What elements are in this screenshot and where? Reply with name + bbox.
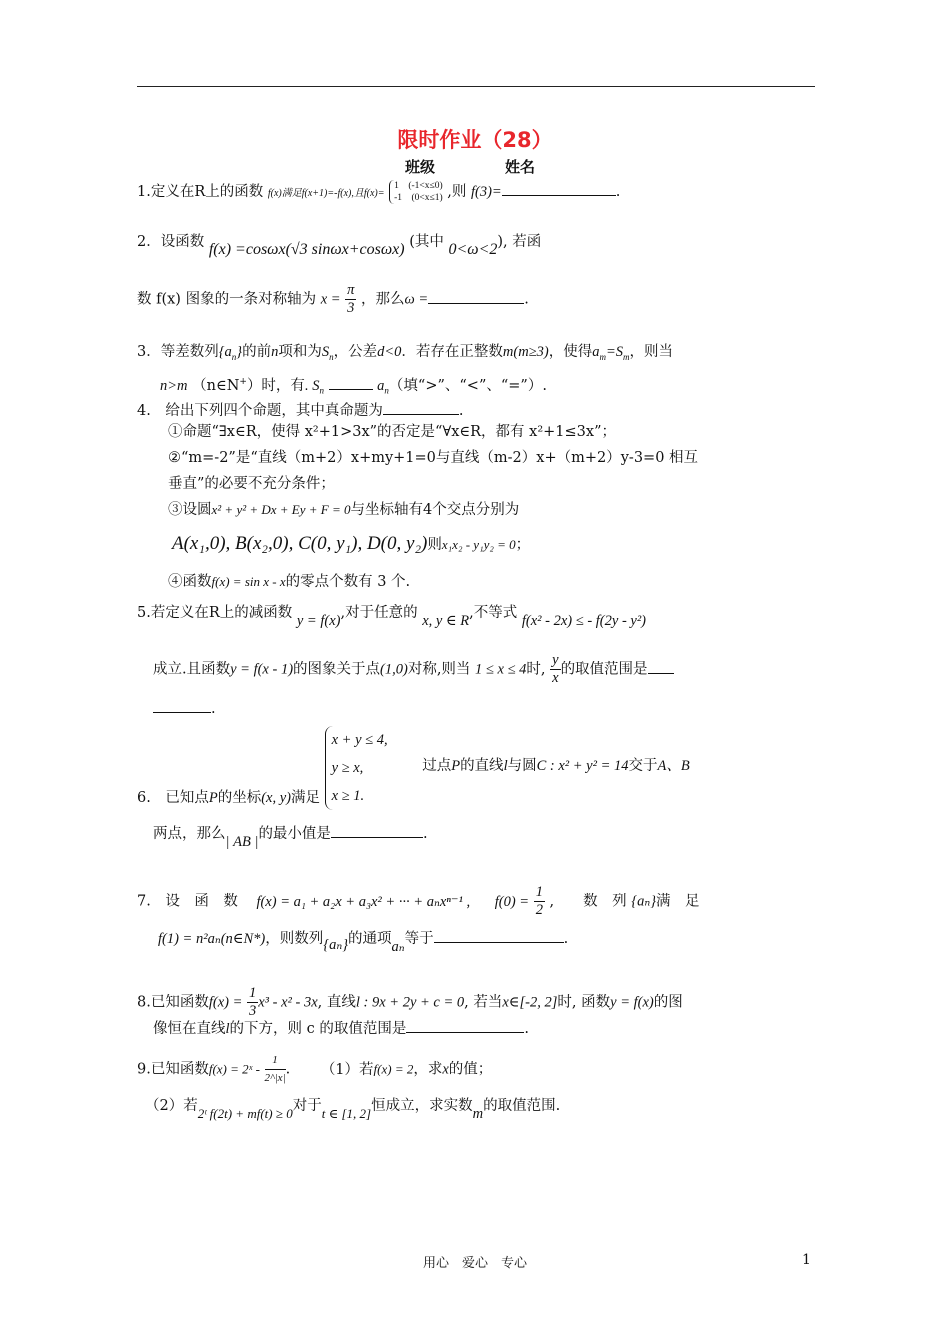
question-5: 5.若定义在R上的减函数 y = f(x),对于任意的 x, y ∈ R,不等式 f(x² - 2x) ≤ - f(2y - y²) bbox=[137, 605, 647, 629]
question-6-line2: 两点，那么| AB |的最小值是 . bbox=[153, 823, 428, 844]
question-2-line2: 数 f(x) 图象的一条对称轴为 x = $\frac{\pi}{3}$ ，那么ω = . bbox=[137, 282, 529, 316]
class-label: 班级 bbox=[405, 158, 436, 176]
question-2: 2．设函数 f(x) =cosωx(√3 sinωx+cosωx) (其中 0<ω<2), 若函 bbox=[137, 234, 542, 258]
proposition-3a: ③设圆x² + y² + Dx + Ey + F = 0与坐标轴有4个交点分别为 bbox=[168, 502, 520, 518]
proposition-1: ①命题“∃x∈R，使得 x²+1>3x”的否定是“∀x∈R，都有 x²+1≤3x”； bbox=[168, 424, 616, 440]
question-8-line2: 像恒在直线l的下方，则 c 的取值范围是 . bbox=[153, 1018, 529, 1039]
answer-blank[interactable] bbox=[153, 698, 211, 713]
one-half: $\frac{1}{2}$ bbox=[535, 884, 543, 918]
question-3: 3．等差数列$\{a_n\}$的前n项和为$S_n$，公差d<0．若存在正整数m(m≥3)，使得$a_m=S_m$，则当 bbox=[137, 344, 674, 362]
y-over-x: $\frac{y}{x}$ bbox=[552, 652, 559, 686]
proposition-2a: ②“m=-2”是“直线（m+2）x+my+1=0与直线（m-2）x+（m+2）y-3=0 相互 bbox=[168, 450, 699, 466]
question-3-line2: n>m （n∈N+）时，有. $S_n$ $a_n$（填“>”、“<”、“=”）. bbox=[160, 372, 547, 401]
question-6: 6. 已知点P的坐标(x, y)满足 x + y ≤ 4, y ≥ x, x ≥ 1. 过点P的直线l与圆C : x² + y² = 14交于A、B bbox=[137, 726, 690, 810]
page-title: 限时作业（28） bbox=[397, 128, 553, 152]
answer-blank[interactable] bbox=[502, 181, 616, 196]
question-1: 1.定义在R上的函数 f(x)满足f(x+1)=-f(x),且f(x)= 1 (-1<x≤0) -1 (0<x≤1) ,则 f(3)= . bbox=[137, 181, 621, 203]
piecewise-system: 1 (-1<x≤0) -1 (0<x≤1) bbox=[389, 180, 443, 204]
page-number: 1 bbox=[802, 1252, 811, 1268]
question-9-part2: （2）若2ᵗ f(2t) + mf(t) ≥ 0对于t ∈ [1, 2]恒成立，求实数m的取值范围. bbox=[145, 1098, 561, 1122]
question-7-line2: f(1) = n²aₙ(n∈N*)，则数列{aₙ}的通项aₙ等于 . bbox=[158, 928, 568, 949]
answer-blank[interactable] bbox=[331, 823, 423, 838]
question-5-line2: 成立.且函数y = f(x - 1)的图象关于点(1,0)对称,则当 1 ≤ x ≤ 4时, $\frac{y}{x}$ 的取值范围是 bbox=[153, 652, 674, 687]
one-over-2-abs-x: $\frac{1}{2\^{}|x|}$ bbox=[264, 1054, 286, 1084]
answer-blank[interactable] bbox=[329, 375, 373, 390]
question-7: 7. 设 函 数 f(x) = a₁ + a₂x + a₃x² + ··· + aₙxⁿ⁻¹ , f(0) = $\frac{1}{2}$ , 数 列 {aₙ}满 足 bbox=[137, 884, 700, 918]
answer-blank[interactable] bbox=[383, 400, 459, 415]
question-9: 9.已知函数f(x) = 2ˣ - $\frac{1}{2\^{}|x|}$ . （1）若f(x) = 2，求x的值； bbox=[137, 1052, 492, 1087]
pi-over-3: $\frac{\pi}{3}$ bbox=[347, 282, 355, 316]
question-4: 4. 给出下列四个命题，其中真命题为 . bbox=[137, 400, 463, 421]
answer-blank[interactable] bbox=[406, 1018, 524, 1033]
proposition-4: ④函数f(x) = sin x - x的零点个数有 3 个. bbox=[168, 574, 411, 590]
answer-blank[interactable] bbox=[648, 659, 674, 674]
proposition-3b: A(x₁,0), B(x₂,0), C(0, y₁), D(0, y₂)则x₁x₂ - y₁y₂ = 0； bbox=[172, 533, 531, 554]
footer-text: 用心 爱心 专心 bbox=[422, 1256, 527, 1271]
proposition-2b: 垂直”的必要不充分条件； bbox=[168, 476, 335, 492]
class-name-line bbox=[405, 156, 535, 177]
constraint-system: x + y ≤ 4, y ≥ x, x ≥ 1. bbox=[325, 726, 388, 810]
answer-blank[interactable] bbox=[428, 289, 524, 304]
question-5-line3: . bbox=[153, 698, 216, 719]
one-third: $\frac{1}{3}$ bbox=[248, 985, 257, 1019]
name-label: 姓名 bbox=[505, 158, 536, 176]
answer-blank[interactable] bbox=[434, 928, 564, 943]
header-rule bbox=[137, 86, 815, 87]
question-8: 8.已知函数f(x) = $\frac{1}{3}$ x³ - x² - 3x, 直线l : 9x + 2y + c = 0, 若当x∈[-2, 2]时, 函数y = f(x)的图 bbox=[137, 985, 683, 1019]
